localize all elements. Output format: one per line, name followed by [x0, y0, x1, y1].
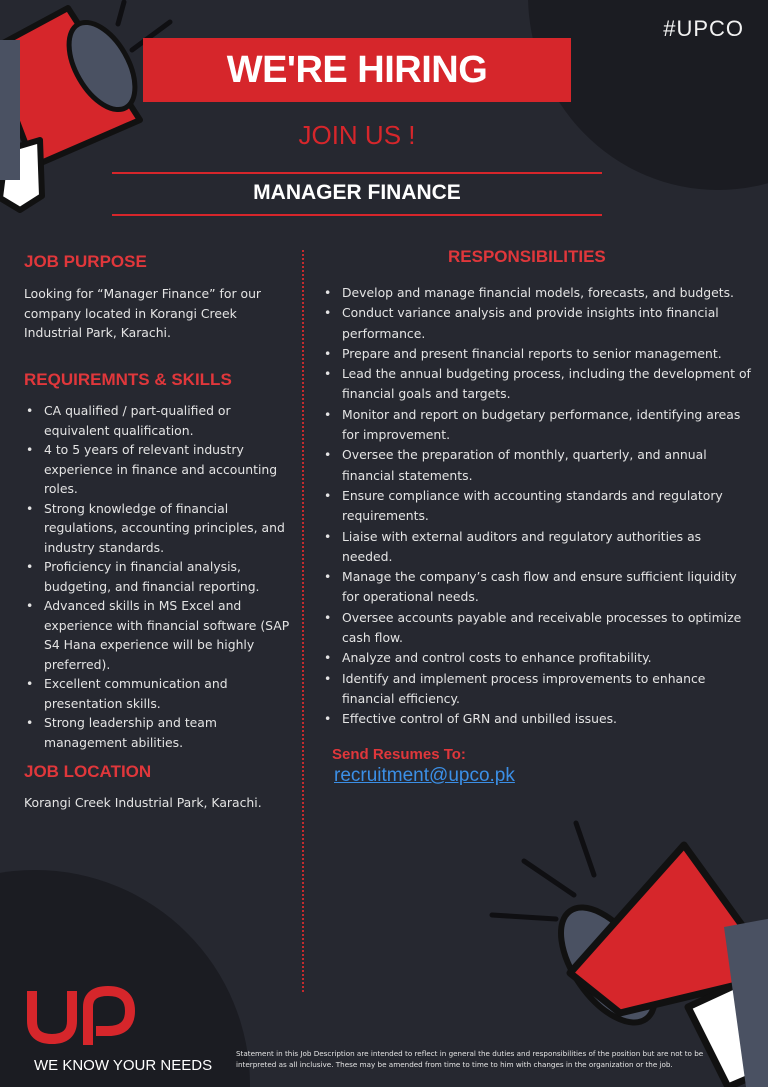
- list-item: • Strong knowledge of financial regulations, accounting principles, and industry standards.: [24, 499, 292, 558]
- list-item: • CA qualified / part-qualified or equivalent qualification.: [24, 401, 292, 440]
- list-item: • Strong leadership and team management abilities.: [24, 713, 292, 752]
- list-item: • Conduct variance analysis and provide insights into financial performance.: [322, 303, 752, 344]
- list-item: • Prepare and present financial reports to senior management.: [322, 344, 752, 364]
- email-link[interactable]: recruitment@upco.pk: [334, 765, 515, 786]
- hiring-banner: [143, 38, 571, 102]
- list-item: • Monitor and report on budgetary performance, identifying areas for improvement.: [322, 405, 752, 446]
- list-item: • Effective control of GRN and unbilled issues.: [322, 709, 752, 729]
- list-item: • Advanced skills in MS Excel and experience with financial software (SAP S4 Hana experience will be highly preferred).: [24, 596, 292, 674]
- job-purpose-heading: JOB PURPOSE: [24, 252, 147, 271]
- bg-shape-bottom-left: [0, 870, 250, 1087]
- job-location-heading: JOB LOCATION: [24, 762, 152, 781]
- requirements-heading: REQUIREMNTS & SKILLS: [24, 370, 232, 389]
- list-item: • Oversee accounts payable and receivable processes to optimize cash flow.: [322, 608, 752, 649]
- list-item: • 4 to 5 years of relevant industry experience in finance and accounting roles.: [24, 440, 292, 499]
- job-purpose-text: Looking for “Manager Finance” for our company located in Korangi Creek Industrial Park, Karachi.: [24, 286, 262, 340]
- list-item: • Oversee the preparation of monthly, quarterly, and annual financial statements.: [322, 445, 752, 486]
- list-item: • Proficiency in financial analysis, budgeting, and financial reporting.: [24, 557, 292, 596]
- responsibilities-list: [322, 283, 752, 730]
- company-tagline: WE KNOW YOUR NEEDS: [34, 1057, 213, 1074]
- title-bottom-rule: [112, 214, 602, 216]
- hashtag: #UPCO: [663, 16, 744, 41]
- megaphone-icon-bottom-right: [478, 807, 768, 1087]
- title-top-rule: [112, 172, 602, 174]
- job-location-text: Korangi Creek Industrial Park, Karachi.: [24, 795, 262, 810]
- list-item: • Develop and manage financial models, forecasts, and budgets.: [322, 283, 752, 303]
- column-divider: [302, 250, 304, 992]
- list-item: • Identify and implement process improvements to enhance financial efficiency.: [322, 669, 752, 710]
- list-item: • Lead the annual budgeting process, including the development of financial goals and targets.: [322, 364, 752, 405]
- disclaimer-text: Statement in this Job Description are intended to reflect in general the duties and responsibilities of the position but are not to be interpreted as all inclusive. These may be amended from time to time to him with changes in the organization or the job.: [236, 1049, 704, 1069]
- list-item: • Ensure compliance with accounting standards and regulatory requirements.: [322, 486, 752, 527]
- upco-logo: [26, 985, 136, 1045]
- list-item: • Excellent communication and presentation skills.: [24, 674, 292, 713]
- list-item: • Manage the company’s cash flow and ensure sufficient liquidity for operational needs.: [322, 567, 752, 608]
- position-title: MANAGER FINANCE: [253, 181, 461, 204]
- hiring-banner-text: WE'RE HIRING: [226, 48, 488, 91]
- list-item: • Analyze and control costs to enhance profitability.: [322, 648, 752, 668]
- join-us-text: JOIN US !: [298, 120, 416, 150]
- list-item: • Liaise with external auditors and regulatory authorities as needed.: [322, 527, 752, 568]
- send-resumes-label: Send Resumes To:: [332, 746, 466, 763]
- responsibilities-heading: RESPONSIBILITIES: [448, 247, 606, 266]
- requirements-list: [24, 401, 292, 752]
